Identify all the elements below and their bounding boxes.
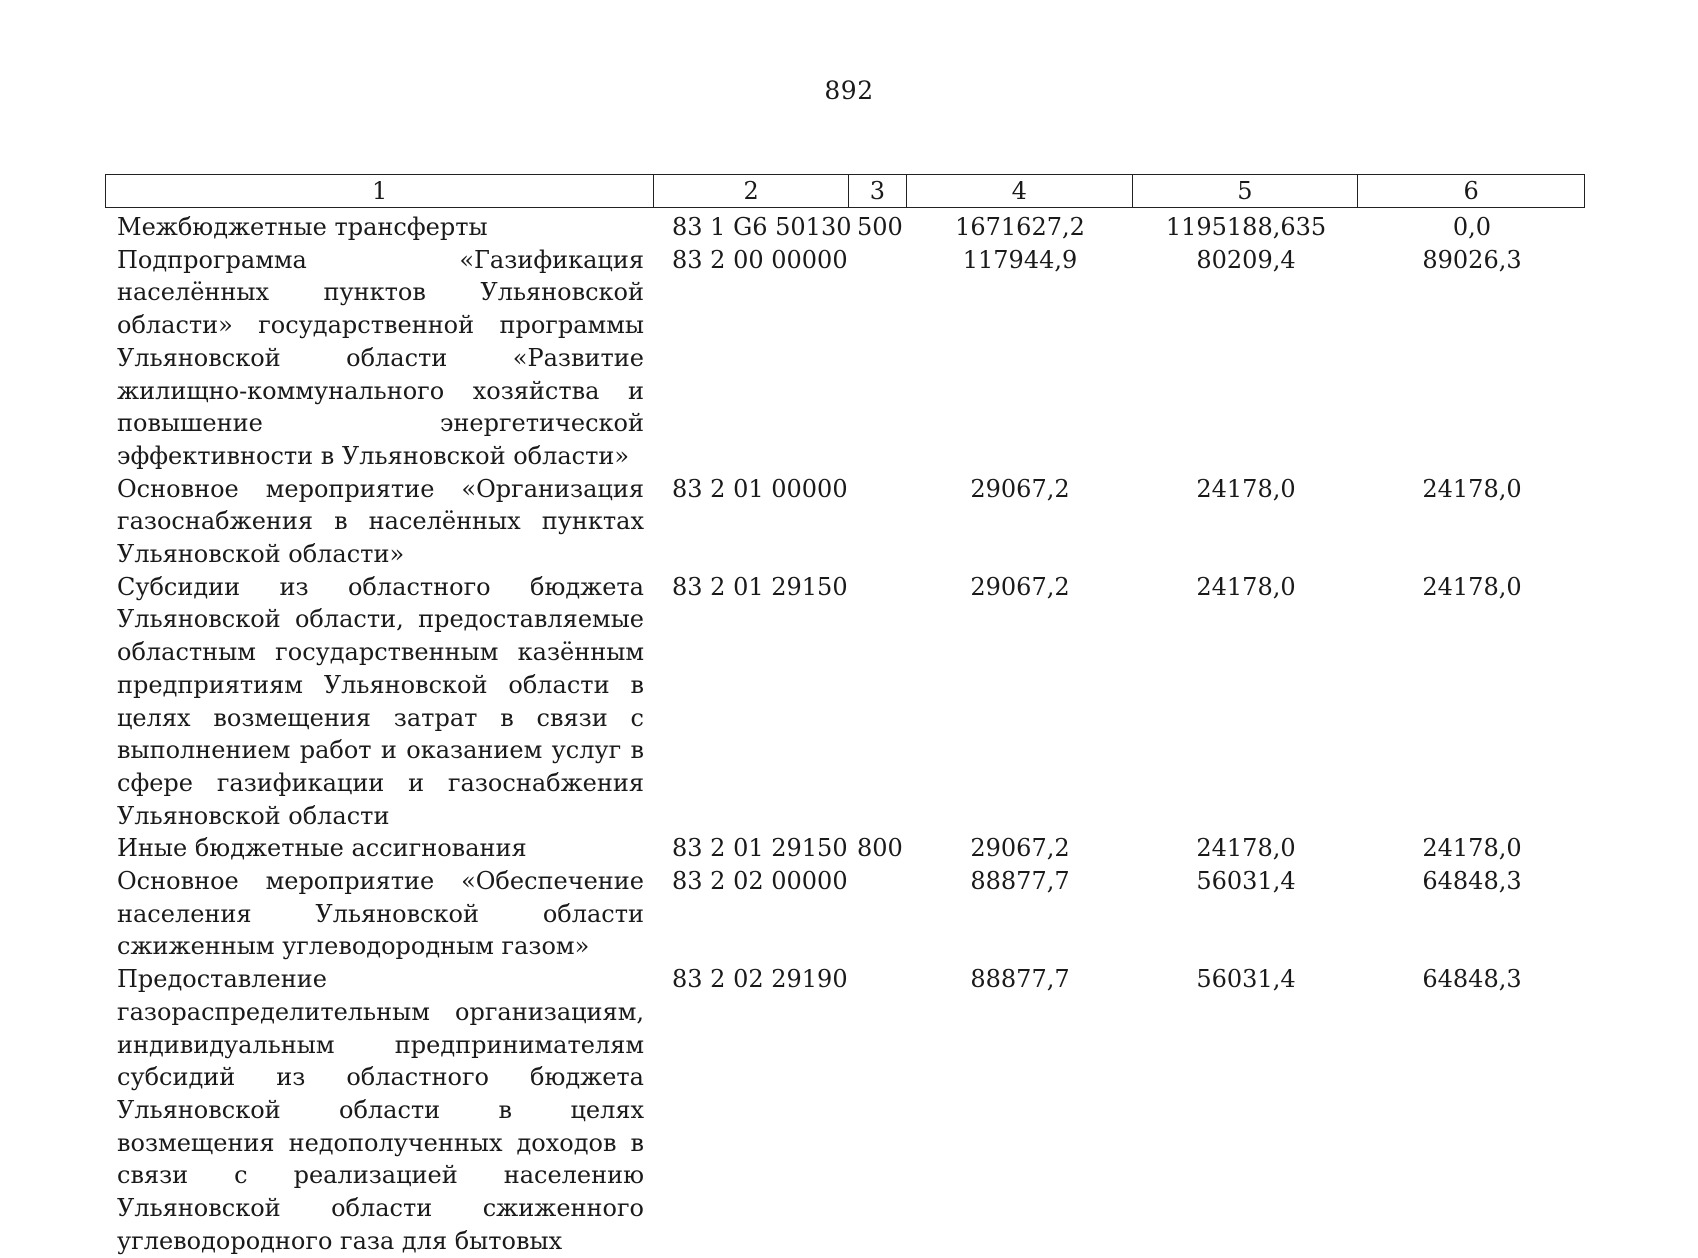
header-col-1: 1 [106,175,654,207]
header-col-6: 6 [1463,177,1479,205]
row-value-4: 117944,9 [962,245,1078,274]
row-expense-type [849,473,907,571]
row-value-6: 24178,0 [1422,834,1522,863]
table-body [105,211,1585,1258]
row-value-5: 56031,4 [1196,867,1296,896]
table-row [105,571,1585,833]
row-value-6: 24178,0 [1422,572,1522,601]
header-col-4: 4 [907,175,1133,207]
row-name: Субсидии из областного бюджета Ульяновской области, предоставляемые областным государственным казённым предприятиям Ульяновской области в целях возмещения затрат в связи с выполнением работ и оказанием услуг в сфере газификации и газоснабжения Ульяновской области [117,572,644,830]
table-row [105,963,1585,1257]
header-col-5: 5 [1133,175,1359,207]
row-value-4: 88877,7 [970,867,1070,896]
row-value-4: 29067,2 [970,834,1070,863]
row-value-4: 88877,7 [970,965,1070,994]
row-code: 83 2 01 29150 [672,834,848,863]
page-number: 892 [824,76,874,105]
row-value-4: 1671627,2 [955,213,1085,241]
table-row [105,211,1585,244]
row-value-5: 1195188,635 [1165,213,1327,241]
row-value-6: 0,0 [1452,213,1492,241]
table-row [105,832,1585,865]
row-value-4: 29067,2 [970,572,1070,601]
row-name: Основное мероприятие «Организация газоснабжения в населённых пунктах Ульяновской области» [117,474,644,569]
row-value-5: 24178,0 [1196,834,1296,863]
row-expense-type [849,963,907,1257]
row-value-6: 24178,0 [1422,474,1522,503]
row-name: Основное мероприятие «Обеспечение населения Ульяновской области сжиженным углеводородным газом» [117,867,644,961]
row-value-5: 24178,0 [1196,572,1296,601]
row-expense-type: 800 [857,834,903,863]
row-value-6: 89026,3 [1422,245,1522,274]
row-code: 83 2 00 00000 [672,245,848,274]
row-expense-type [849,244,907,473]
row-code: 83 2 02 00000 [672,867,848,896]
row-value-5: 80209,4 [1196,245,1296,274]
table-header [105,174,1585,208]
table-row [105,865,1585,963]
row-expense-type [849,865,907,963]
row-value-5: 56031,4 [1196,965,1296,994]
row-code: 83 2 01 00000 [672,474,848,503]
row-name: Предоставление газораспределительным организациям, индивидуальным предпринимателям субсидий из областного бюджета Ульяновской области в целях возмещения недополученных доходов в связи с реализацией населению Ульяновской области сжиженного углеводородного газа для бытовых [117,965,644,1255]
table-row [105,244,1585,473]
row-name: Межбюджетные трансферты [117,213,488,241]
header-col-3: 3 [849,175,907,207]
row-expense-type [849,571,907,833]
row-expense-type: 500 [857,213,903,241]
row-value-6: 64848,3 [1422,965,1522,994]
table-row [105,473,1585,571]
row-code: 83 2 01 29150 [672,572,848,601]
row-code: 83 1 G6 50130 [672,213,852,241]
row-name: Подпрограмма «Газификация населённых пунктов Ульяновской области» государственной программы Ульяновской области «Развитие жилищно-коммунального хозяйства и повышение энергетической эффективности в Ульяновской области» [117,245,644,470]
row-name: Иные бюджетные ассигнования [117,834,527,863]
row-value-6: 64848,3 [1422,867,1522,896]
row-value-5: 24178,0 [1196,474,1296,503]
row-value-4: 29067,2 [970,474,1070,503]
row-code: 83 2 02 29190 [672,965,848,994]
header-col-2: 2 [654,175,849,207]
